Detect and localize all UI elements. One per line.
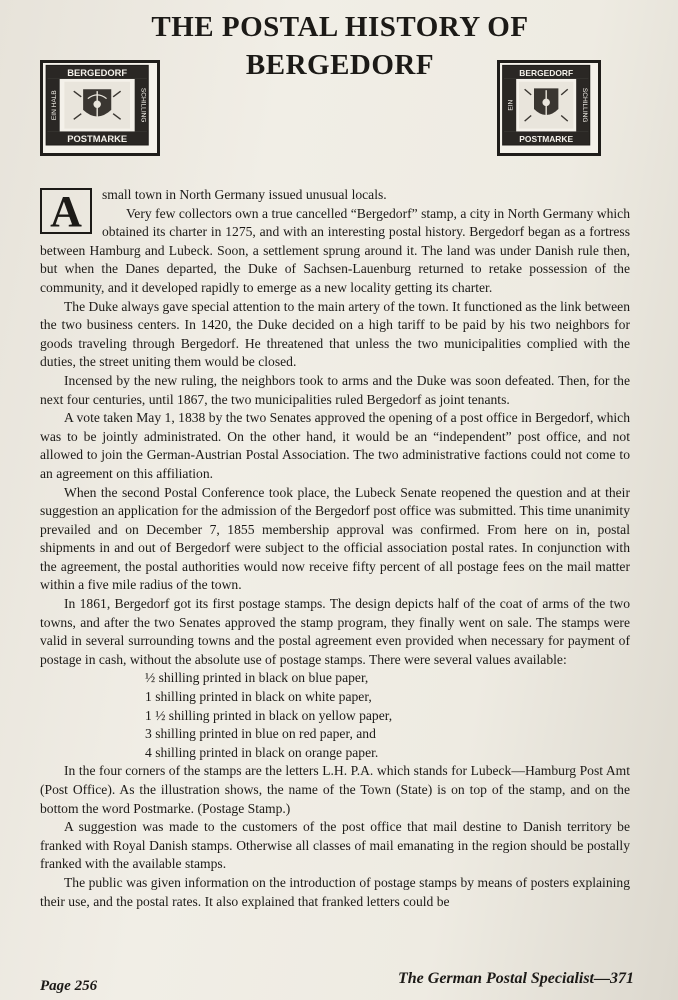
paragraph-vote: A vote taken May 1, 1838 by the two Senates approved the opening of a post office in Bergedorf, which was to be jointly administrated. On the other hand, it would be an “independent” post office, and not allowed to join the German-Austrian Postal Association. The two administrative factions could not come to an agreement on this affiliation. bbox=[40, 410, 630, 481]
paragraph-duke: The Duke always gave special attention to the main artery of the town. It functioned as the link between the two business centers. In 1420, the Duke decided on a high tariff to be paid by his two neighbors for goods traveling through Bergedorf. He threatened that unless the two municipalities complied with the duties, the street uniting them would be closed. bbox=[40, 298, 630, 370]
paragraph-corners: In the four corners of the stamps are the letters L.H. P.A. which stands for Lubeck—Hamburg Post Amt (Post Office). As the illustration shows, the name of the Town (State) is on top of the stamp, and on the bottom the word Postmarke. (Postage Stamp.) bbox=[40, 763, 630, 816]
stamp-right-right-text: SCHILLING bbox=[580, 87, 588, 123]
article-title: THE POSTAL HISTORY OF BERGEDORF bbox=[151, 11, 529, 81]
coat-of-arms-icon bbox=[64, 82, 130, 129]
paragraph-intro: small town in North Germany issued unusual locals. bbox=[102, 187, 387, 202]
article-body bbox=[40, 186, 630, 911]
stamp-left-top-text: BERGEDORF bbox=[67, 68, 128, 79]
stamp-right-svg bbox=[500, 63, 598, 153]
list-item: ½ shilling printed in black on blue paper, bbox=[145, 670, 369, 686]
page-number: Page 256 bbox=[40, 978, 98, 994]
paragraph-defeat: Incensed by the new ruling, the neighbors took to arms and the Duke was soon defeated. Then, for the next four centuries, until 1867, the two municipalities ruled Bergedorf as joint tenants. bbox=[40, 372, 630, 407]
stamp-right-top-text: BERGEDORF bbox=[519, 68, 574, 79]
stamp-left-svg bbox=[43, 63, 157, 153]
stamp-one-shilling-illustration bbox=[497, 60, 601, 156]
list-item: 3 shilling printed in blue on red paper, and bbox=[145, 726, 376, 742]
paragraph-posters: The public was given information on the introduction of postage stamps by means of posters explaining their use, and the postal rates. It also explained that franked letters could be bbox=[40, 874, 630, 909]
list-item: 4 shilling printed in black on orange paper. bbox=[145, 744, 379, 760]
list-item: 1 shilling printed in black on white paper, bbox=[145, 689, 372, 705]
paragraph-first-stamps: In 1861, Bergedorf got its first postage stamps. The design depicts half of the coat of arms of the two towns, and after the two Senates approved the stamp program, they finally went on sale. The stamps were valid in several surrounding towns and the postal agreement even provided when necessary for payment of postage in cash, without the absolute use of postage stamps. There were several values available: bbox=[40, 596, 630, 667]
journal-footer: The German Postal Specialist—371 bbox=[398, 970, 634, 987]
list-item: 1 ½ shilling printed in black on yellow paper, bbox=[145, 707, 393, 723]
stamp-half-shilling-illustration bbox=[40, 60, 160, 156]
stamp-right-bottom-text: POSTMARKE bbox=[519, 133, 574, 144]
paragraph-danish: A suggestion was made to the customers of the post office that mail destine to Danish territory be franked with Royal Danish stamps. Otherwise all classes of mail emanating in the region should be postally franked with the available stamps. bbox=[40, 819, 630, 872]
stamp-values-list bbox=[40, 669, 630, 762]
paragraph-conference: When the second Postal Conference took place, the Lubeck Senate reopened the question and at their suggestion an application for the admission of the Bergedorf post office was submitted. This time unanimity prevailed and on December 7, 1855 membership approval was confirmed. From here on in, postal shipments in and out of Bergedorf were subject to the official association postal rates. In conjunction with the agreement, the postal authorities would now receive fifty percent of all postage fees on the mail matter within a five mile radius of the town. bbox=[40, 484, 630, 593]
stamp-right-left-text: EIN bbox=[507, 99, 515, 111]
coat-of-arms-icon bbox=[519, 82, 573, 129]
paragraph-history: Very few collectors own a true cancelled “Bergedorf” stamp, a city in North Germany which obtained its charter in 1275, and with an interesting postal history. Bergedorf began as a fortress between Hamburg and Lubeck. Soon, a settlement sprung around it. The land was under Danish rule then, but when the Danes departed, the Duke of Sachsen-Lauenburg returned to retake possession of the community, and it developed rapidly to emerge as a new locality getting its charter. bbox=[40, 205, 630, 295]
stamp-left-bottom-text: POSTMARKE bbox=[67, 133, 128, 144]
drop-cap: A bbox=[40, 188, 92, 234]
stamp-left-side-text: EIN HALB bbox=[50, 90, 58, 121]
stamp-right-side-text: SCHILLING bbox=[139, 87, 147, 123]
